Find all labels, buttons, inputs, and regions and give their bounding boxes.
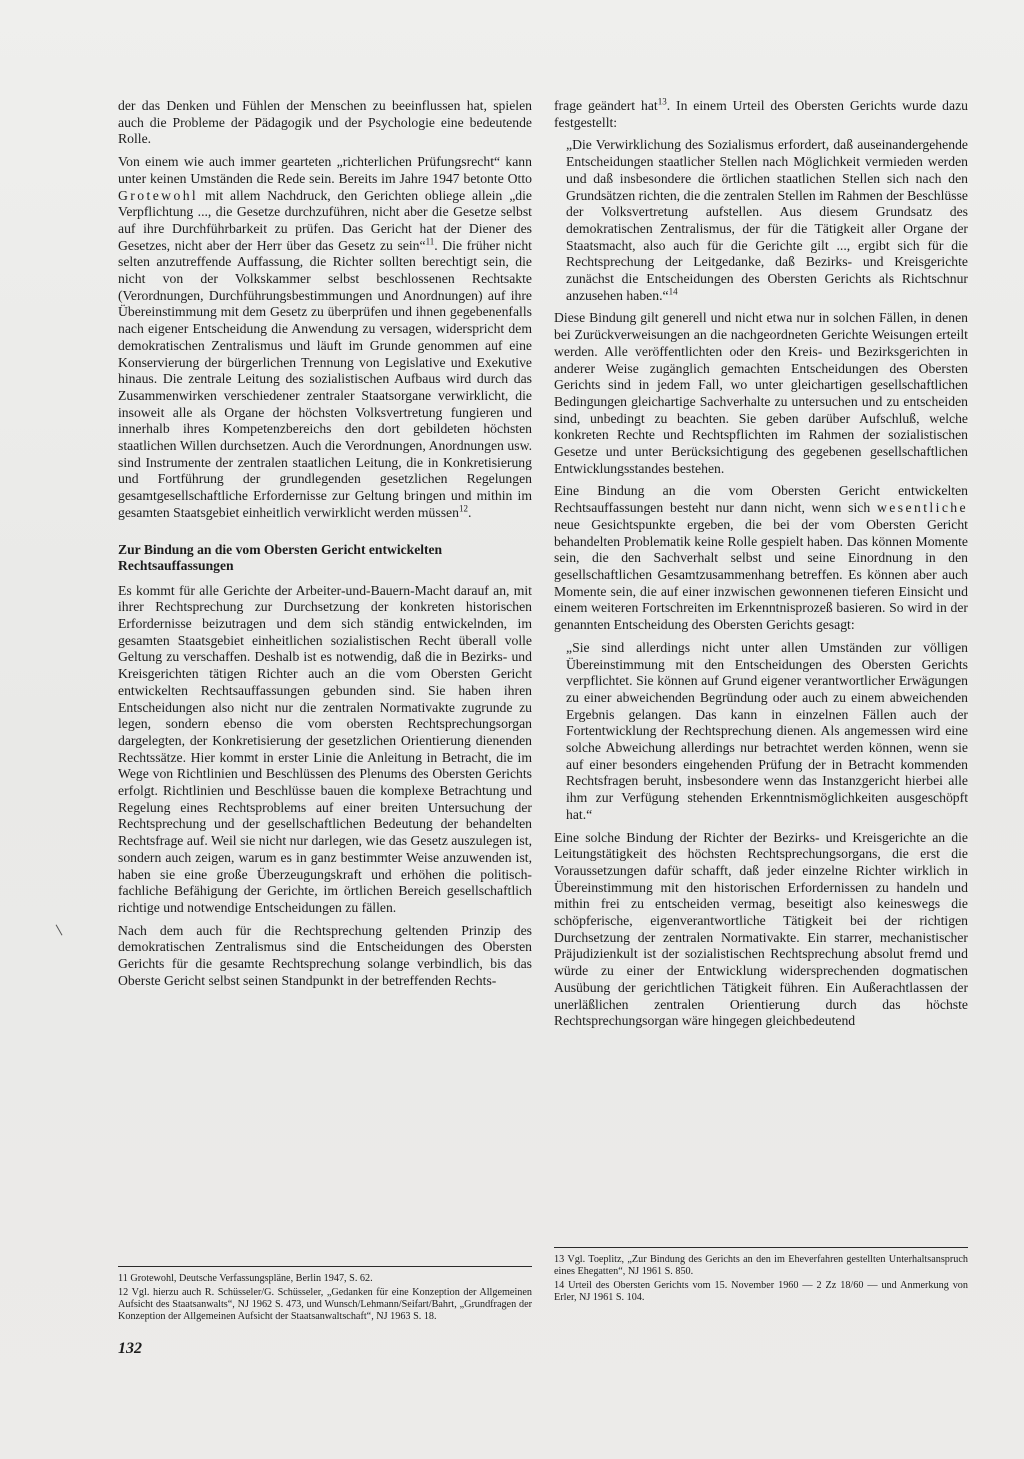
footnote-ref: 13 (657, 96, 667, 107)
text-run: . (467, 504, 472, 520)
footnotes-right (554, 1247, 968, 1306)
footnote-ref: 12 (458, 503, 468, 514)
footnote-ref: 14 (668, 286, 678, 297)
footnote: 11 Grotewohl, Deutsche Verfassungspläne, Berlin 1947, S. 62. (118, 1273, 373, 1284)
text-run: Von einem wie auch immer gearteten „richterlichen Prüfungsrecht“ kann unter keinen Umständen die Rede sein. Bereits im Jahre 1947 betonte Otto (118, 154, 532, 186)
paragraph (554, 98, 968, 131)
footnote: 12 Vgl. hierzu auch R. Schüsseler/G. Schüsseler, „Gedanken für eine Konzeption der Allgemeinen Aufsicht des Staatsanwalts“, NJ 1962 S. 473, und Wunsch/Lehmann/Seifart/Bahrt, „Grundfragen der Konzeption der Allgemeinen Aufsicht der Staatsanwaltschaft“, NJ 1963 S. 18. (118, 1287, 532, 1322)
footnote-ref: 11 (425, 236, 435, 247)
margin-pencil-mark (56, 921, 70, 936)
footnote: 14 Urteil des Obersten Gerichts vom 15. November 1960 — 2 Zz 18/60 — und Anmerkung von Erler, NJ 1961 S. 104. (554, 1280, 968, 1303)
block-quote (566, 137, 968, 304)
paragraph: Diese Bindung gilt generell und nicht etwa nur in solchen Fällen, in denen bei Zurückverweisungen an die nachgeordneten Gerichte Weisungen erteilt werden. Alle veröffentlichten oder den Kreis- und Bezirksgerichten in anderer Weise zugänglich gemachten Entscheidungen des Obersten Gerichts sind in jedem Fall, wo unter gleichartigen gesellschaftlichen Bedingungen gleichartige Sachverhalte zu untersuchen und zu entscheiden sind, unbedingt zu beachten. Sie geben darüber Aufschluß, welche konkreten Rechte und Rechtspflichten im Rahmen der sozialistischen Gesetze und unter Berücksichtigung des gegebenen gesellschaftlichen Entwicklungsstandes bestehen. (554, 310, 968, 476)
emphasis-spaced: wesentliche (877, 500, 969, 516)
paragraph: Es kommt für alle Gerichte der Arbeiter-und-Bauern-Macht darauf an, mit ihrer Rechtsprechung zur Durchsetzung der konkreten historischen Erfordernisse beizutragen und dem sich ständig entwickelnden, im gesamten Staatsgebiet einheitlichen sozialistischen Recht überall volle Geltung zu verschaffen. Deshalb ist es notwendig, daß die in Bezirks- und Kreisgerichten tätigen Richter auch an die vom Obersten Gericht entwickelten Rechtsauffassungen gebunden sind. Sie haben ihren Entscheidungen also nicht nur die zentralen Normativakte zugrunde zu legen, sondern ebenso die vom obersten Rechtsprechungsorgan dargelegten, der Konkretisierung der gesetzlichen Orientierung dienenden Rechtssätze. Hier kommt in erster Linie die Anleitung in Betracht, die im Wege von Richtlinien und Beschlüssen des Plenums des Obersten Gerichts erfolgt. Richtlinien und Beschlüsse bauen die komplexe Betrachtung und Regelung eines Rechtsproblems auf einer breiten Untersuchung der Rechtsprechung und der gesellschaftlichen Bedeutung der behandelten Rechtsfrage auf. Weil sie nicht nur darlegen, wie das Gesetz auszulegen ist, sondern auch zeigen, warum es in ganz bestimmter Weise anzuwenden ist, haben sie eine große Überzeugungskraft und erhöhen die politisch-fachliche Befähigung der Gerichte, im örtlichen Bereich gesellschaftlich richtige und notwendige Entscheidungen zu fällen. (118, 582, 532, 915)
paragraph: Eine solche Bindung der Richter der Bezirks- und Kreisgerichte an die Leitungstätigkeit des höchsten Rechtsprechungsorgans, die erst die Voraussetzungen dafür schafft, daß jeder einzelne Richter wirklich in Übereinstimmung mit den historischen Erfordernissen zu handeln und mithin frei zu entscheiden vermag, beseitigt also keineswegs die schöpferische, eigenverantwortliche Tätigkeit bei der richtigen Durchsetzung der zentralen Normativakte. Ein starrer, mechanistischer Präjudizienkult ist der sozialistischen Rechtsprechung absolut fremd und würde zu einer der Entwicklung widersprechenden dogmatischen Ausübung der gerichtlichen Tätigkeit führen. Ein Außerachtlassen der unerläßlichen zentralen Orientierung durch das höchste Rechtsprechungsorgan wäre hingegen gleichbedeutend (554, 829, 968, 1029)
paragraph (554, 483, 968, 633)
paragraph: der das Denken und Fühlen der Menschen zu beeinflussen hat, spielen auch die Probleme der Pädagogik und der Psychologie eine bedeutende Rolle. (118, 98, 532, 147)
right-column (554, 98, 968, 1036)
footnote: 13 Vgl. Toeplitz, „Zur Bindung des Gerichts an den im Eheverfahren gestellten Unterhaltsanspruch eines Ehegatten“, NJ 1961 S. 850. (554, 1254, 968, 1277)
footnotes-left (118, 1266, 532, 1325)
section-heading: Zur Bindung an die vom Obersten Gericht entwickelten Rechtsauffassungen (118, 541, 443, 574)
paragraph (118, 154, 532, 521)
text-run: frage geändert hat (554, 98, 658, 113)
text-run: neue Gesichtspunkte ergeben, die bei der vom Obersten Gericht behandelten Problematik keine Rolle gespielt haben. Das können Momente sein, die den Sachverhalt selbst und seine Einordnung in den gesellschaftlichen Gesamtzusammenhang betreffen. Es können aber auch Momente sein, die auf einer inzwischen gewonnenen tieferen Einsicht und einem weiteren Fortschreiten im Erkenntnisprozeß basieren. So wird in der genannten Entscheidung des Obersten Gerichts gesagt: (554, 516, 968, 633)
quote-text: „Die Verwirklichung des Sozialismus erfordert, daß auseinandergehende Entscheidungen staatlicher Stellen nach Möglichkeit vermieden werden und daß insbesondere die örtlichen staatlichen Stellen sich nach den Grundsätzen richten, die die zentralen Stellen im Rahmen der Beschlüsse der Volksvertretung aufstellen. Aus diesem Grundsatz des demokratischen Zentralismus, der für die Tätigkeit aller Organe der Staatsmacht, also auch für die Gerichte gilt ..., ergibt sich für die Rechtsprechung der Leitgedanke, daß Bezirks- und Kreisgerichte zunächst die Entscheidungen des Obersten Gerichts als Richtschnur anzusehen haben.“ (566, 137, 968, 303)
name-spaced: Grotewohl (118, 187, 199, 203)
text-run: . Die früher nicht selten anzutreffende Auffassung, die Richter sollten berechtigt sein, die nicht von der Volkskammer selbst beschlossenen Rechtsakte (Verordnungen, Durchführungsbestimmungen und Anordnungen) auf ihre Übereinstimmung mit dem Gesetz zu überprüfen und ihnen gegebenenfalls nach eigener Entscheidung die Anwendung zu versagen, widerspricht dem demokratischen Zentralismus und läuft im Grunde genommen auf eine Konservierung der bürgerlichen Trennung von Legislative und Exekutive hinaus. Die zentrale Leitung des sozialistischen Aufbaus wird durch das Zusammenwirken verschiedener zentraler Staatsorgane verwirklicht, die insoweit alle als Organe der höchsten Volksvertretung fungieren und innerhalb ihres Kompetenzbereichs den dort gebildeten höchsten staatlichen Willen durchsetzen. Auch die Verordnungen, Anordnungen usw. sind Instrumente der zentralen staatlichen Leitung, die in Konkretisierung und Fortführung der grundlegenden gesetzlichen Regelungen gesamtgesellschaftliche Erfordernisse zur Geltung bringen und mithin im gesamten Staatsgebiet einheitlich verwirklicht werden müssen (118, 237, 532, 520)
left-column (118, 98, 532, 995)
page-number: 132 (118, 1340, 142, 1357)
text-run: mit allem Nachdruck, den Gerichten obliege allein „die Verpflichtung ..., die Gesetze durchzuführen, nicht aber die Gesetze selbst auf ihre Durchführbarkeit zu prüfen. Das Gericht hat der Diener des Gesetzes, nicht aber der Herr über das Gesetz zu sein“ (118, 187, 533, 253)
paragraph: Nach dem auch für die Rechtsprechung geltenden Prinzip des demokratischen Zentralismus sind die Entscheidungen des Obersten Gerichts für die gesamte Rechtsprechung solange verbindlich, bis das Oberste Gericht selbst seinen Standpunkt in der betreffenden Rechts- (118, 922, 532, 988)
text-run: Eine Bindung an die vom Obersten Gericht entwickelten Rechtsauffassungen besteht nur dann nicht, wenn sich (554, 483, 968, 516)
block-quote: „Sie sind allerdings nicht unter allen Umständen zur völligen Übereinstimmung mit den Entscheidungen des Obersten Gerichts verpflichtet. Sie können auf Grund eigener verantwortlicher Erwägungen zu einer abweichenden Begründung oder auch zu einem abweichenden Ergebnis gelangen. Das kann in einzelnen Fällen auch der Fortentwicklung der Rechtsprechung dienen. Als angemessen wird eine solche Abweichung allerdings nur betrachtet werden können, wenn sie auf einer besonders eingehenden Prüfung der in Betracht kommenden Rechtsfragen beruht, insbesondere wenn das Instanzgericht hierbei alle ihm zur Verfügung stehenden Erkenntnismöglichkeiten ausgeschöpft hat.“ (566, 639, 968, 822)
text-run: . In einem Urteil des Obersten Gerichts wurde dazu festgestellt: (554, 98, 969, 130)
